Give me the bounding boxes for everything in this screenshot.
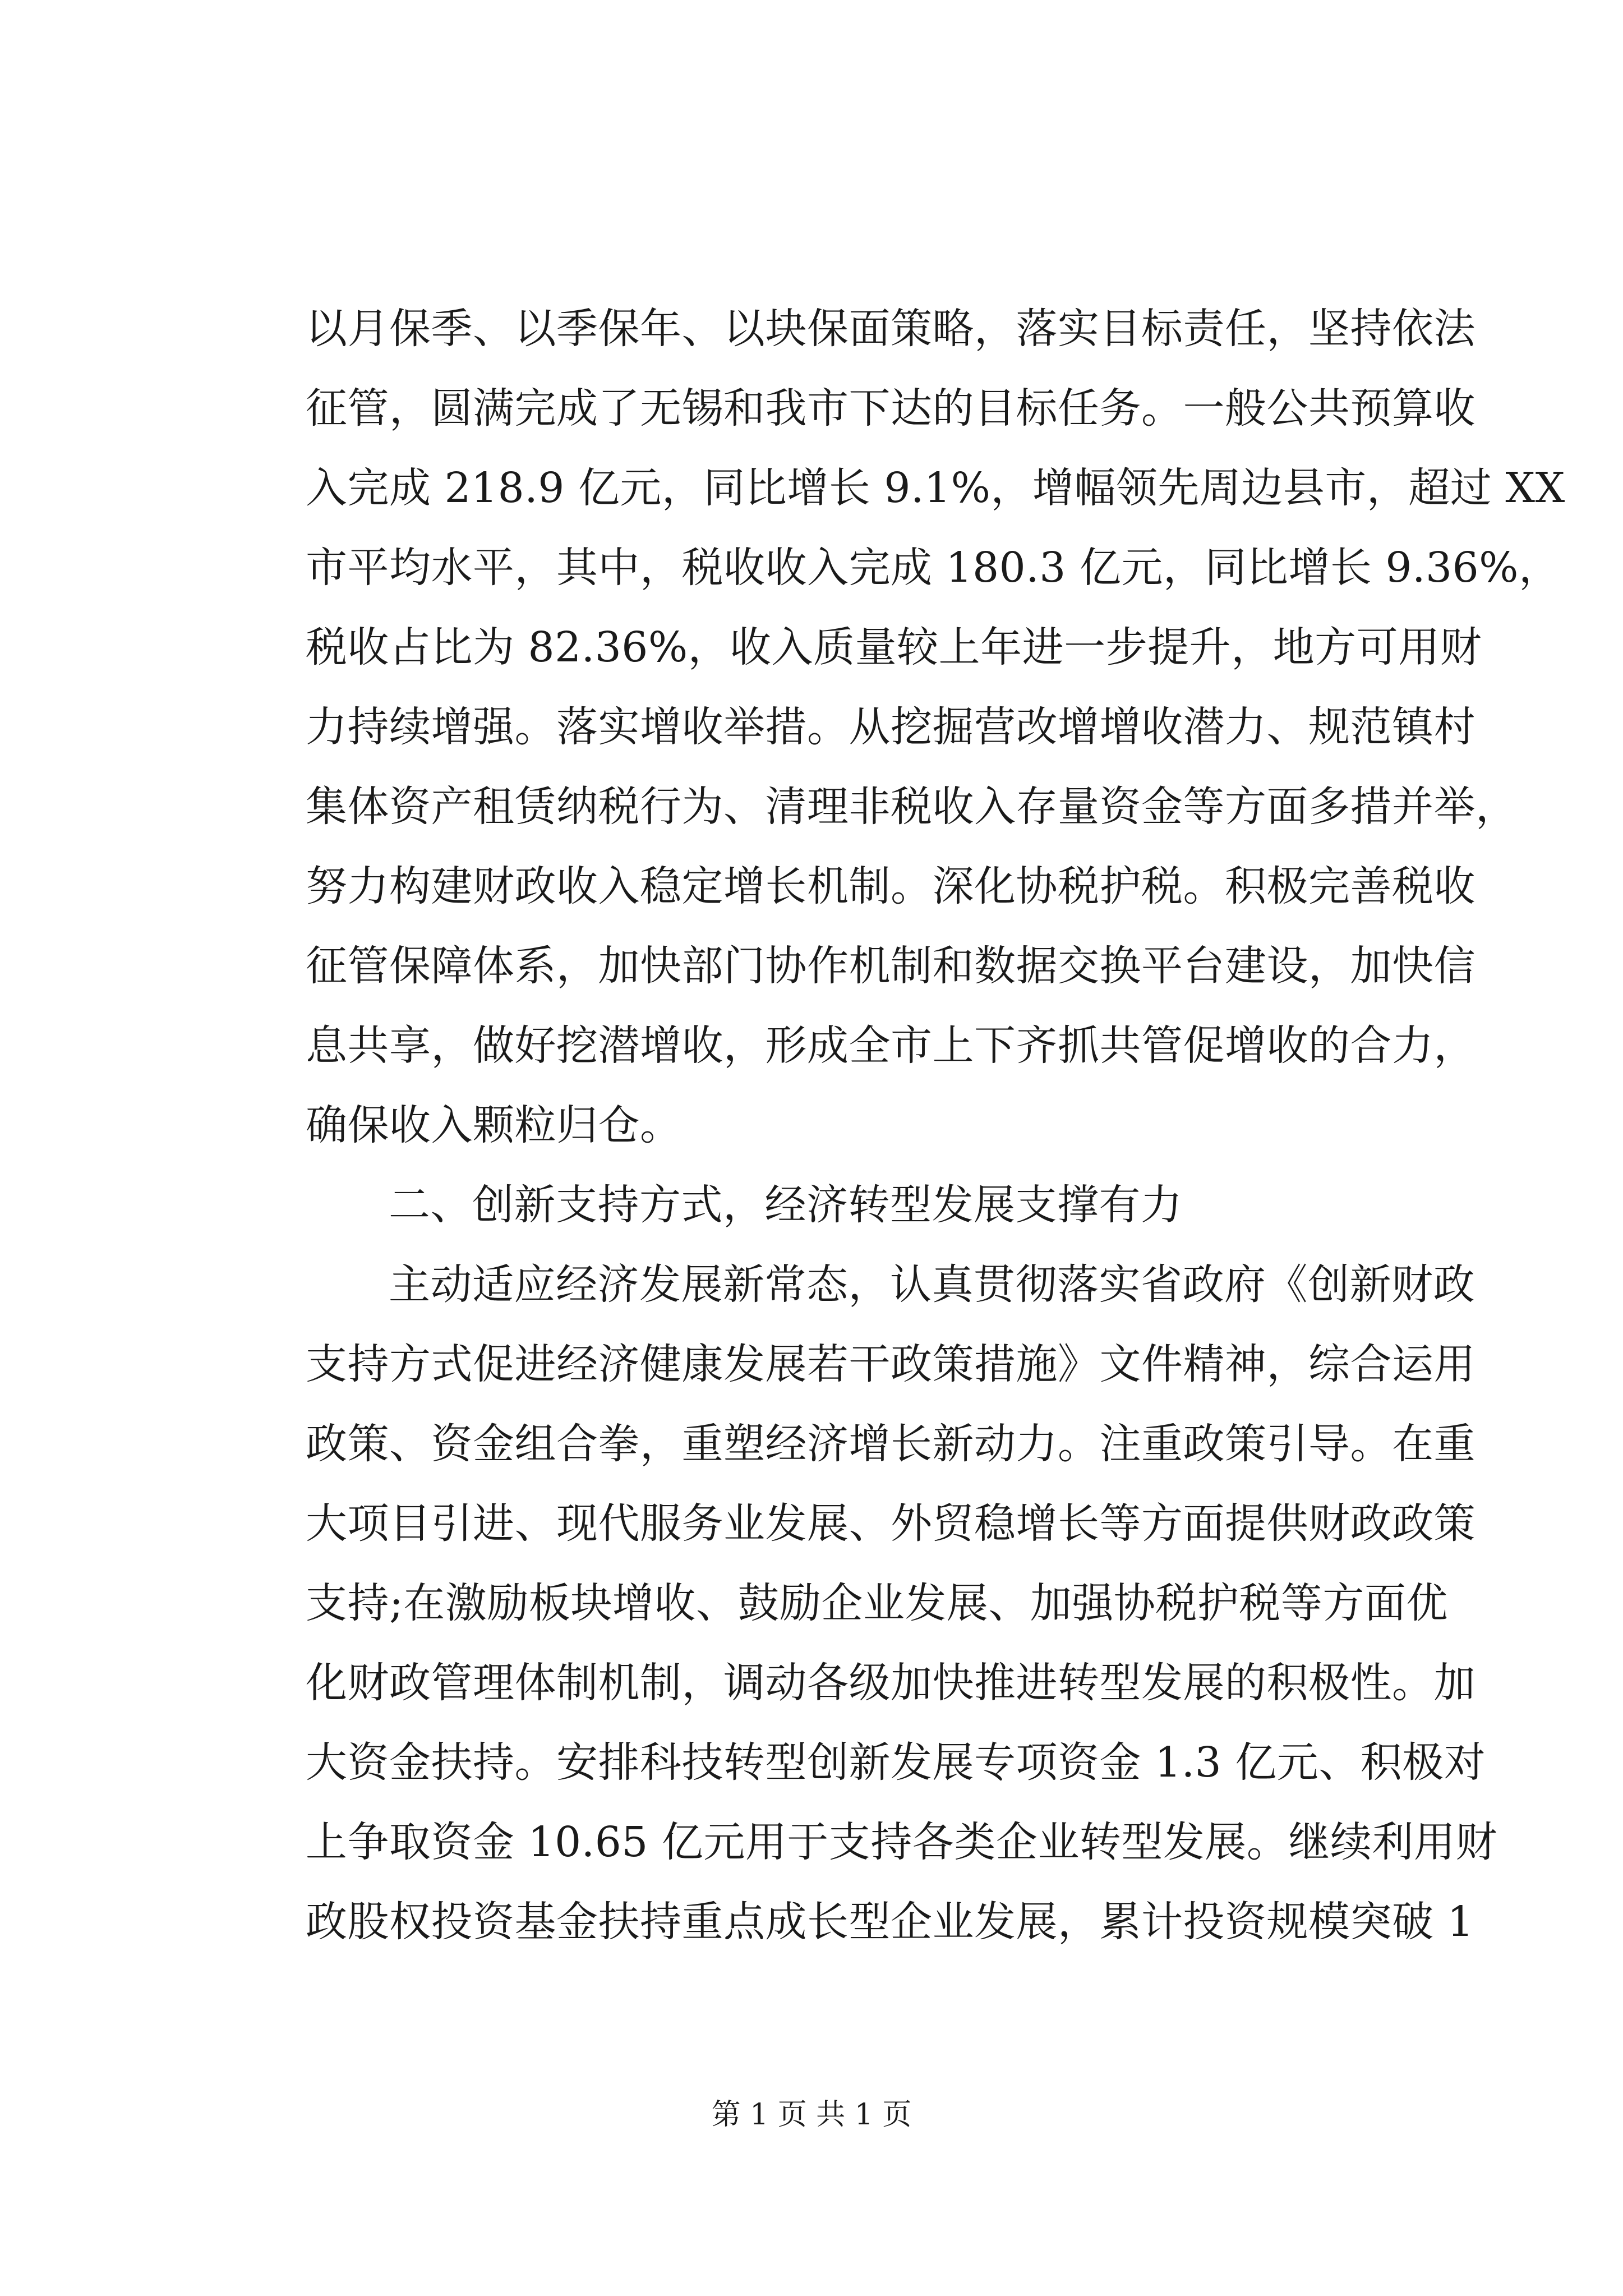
section-heading: 二、创新支持方式，经济转型发展支撑有力	[389, 1181, 1183, 1229]
text-line-paragraph-start: 主动适应经济发展新常态，认真贯彻落实省政府《创新财政	[389, 1260, 1475, 1309]
text-line: 税收占比为 82.36%，收入质量较上年进一步提升，地方可用财	[306, 623, 1482, 671]
text-line: 政策、资金组合拳，重塑经济增长新动力。注重政策引导。在重	[306, 1420, 1476, 1468]
text-line: 市平均水平，其中，税收收入完成 180.3 亿元，同比增长 9.36%，	[306, 544, 1561, 592]
text-line: 化财政管理体制机制，调动各级加快推进转型发展的积极性。加	[306, 1659, 1476, 1707]
text-line: 入完成 218.9 亿元，同比增长 9.1%，增幅领先周边县市，超过 XX	[306, 464, 1565, 512]
text-line: 大资金扶持。安排科技转型创新发展专项资金 1.3 亿元、积极对	[306, 1738, 1486, 1787]
text-line: 征管，圆满完成了无锡和我市下达的目标任务。一般公共预算收	[306, 384, 1476, 432]
text-line: 力持续增强。落实增收举措。从挖掘营改增增收潜力、规范镇村	[306, 703, 1476, 751]
text-line: 努力构建财政收入稳定增长机制。深化协税护税。积极完善税收	[306, 862, 1476, 910]
text-line: 征管保障体系，加快部门协作机制和数据交换平台建设，加快信	[306, 942, 1476, 990]
text-line: 政股权投资基金扶持重点成长型企业发展，累计投资规模突破 1	[306, 1898, 1474, 1946]
text-line: 上争取资金 10.65 亿元用于支持各类企业转型发展。继续利用财	[306, 1818, 1497, 1866]
text-line-paragraph-end: 确保收入颗粒归仓。	[306, 1101, 682, 1149]
text-line: 支持;在激励板块增收、鼓励企业发展、加强协税护税等方面优	[306, 1579, 1448, 1627]
page-footer: 第 1 页 共 1 页	[711, 2098, 912, 2132]
text-line: 以月保季、以季保年、以块保面策略，落实目标责任，坚持依法	[306, 305, 1476, 353]
text-line: 大项目引进、现代服务业发展、外贸稳增长等方面提供财政政策	[306, 1499, 1476, 1548]
text-line: 息共享，做好挖潜增收，形成全市上下齐抓共管促增收的合力，	[306, 1022, 1476, 1070]
document-body	[306, 289, 1565, 1962]
text-line: 集体资产租赁纳税行为、清理非税收入存量资金等方面多措并举，	[306, 783, 1518, 831]
text-line: 支持方式促进经济健康发展若干政策措施》文件精神，综合运用	[306, 1340, 1476, 1388]
